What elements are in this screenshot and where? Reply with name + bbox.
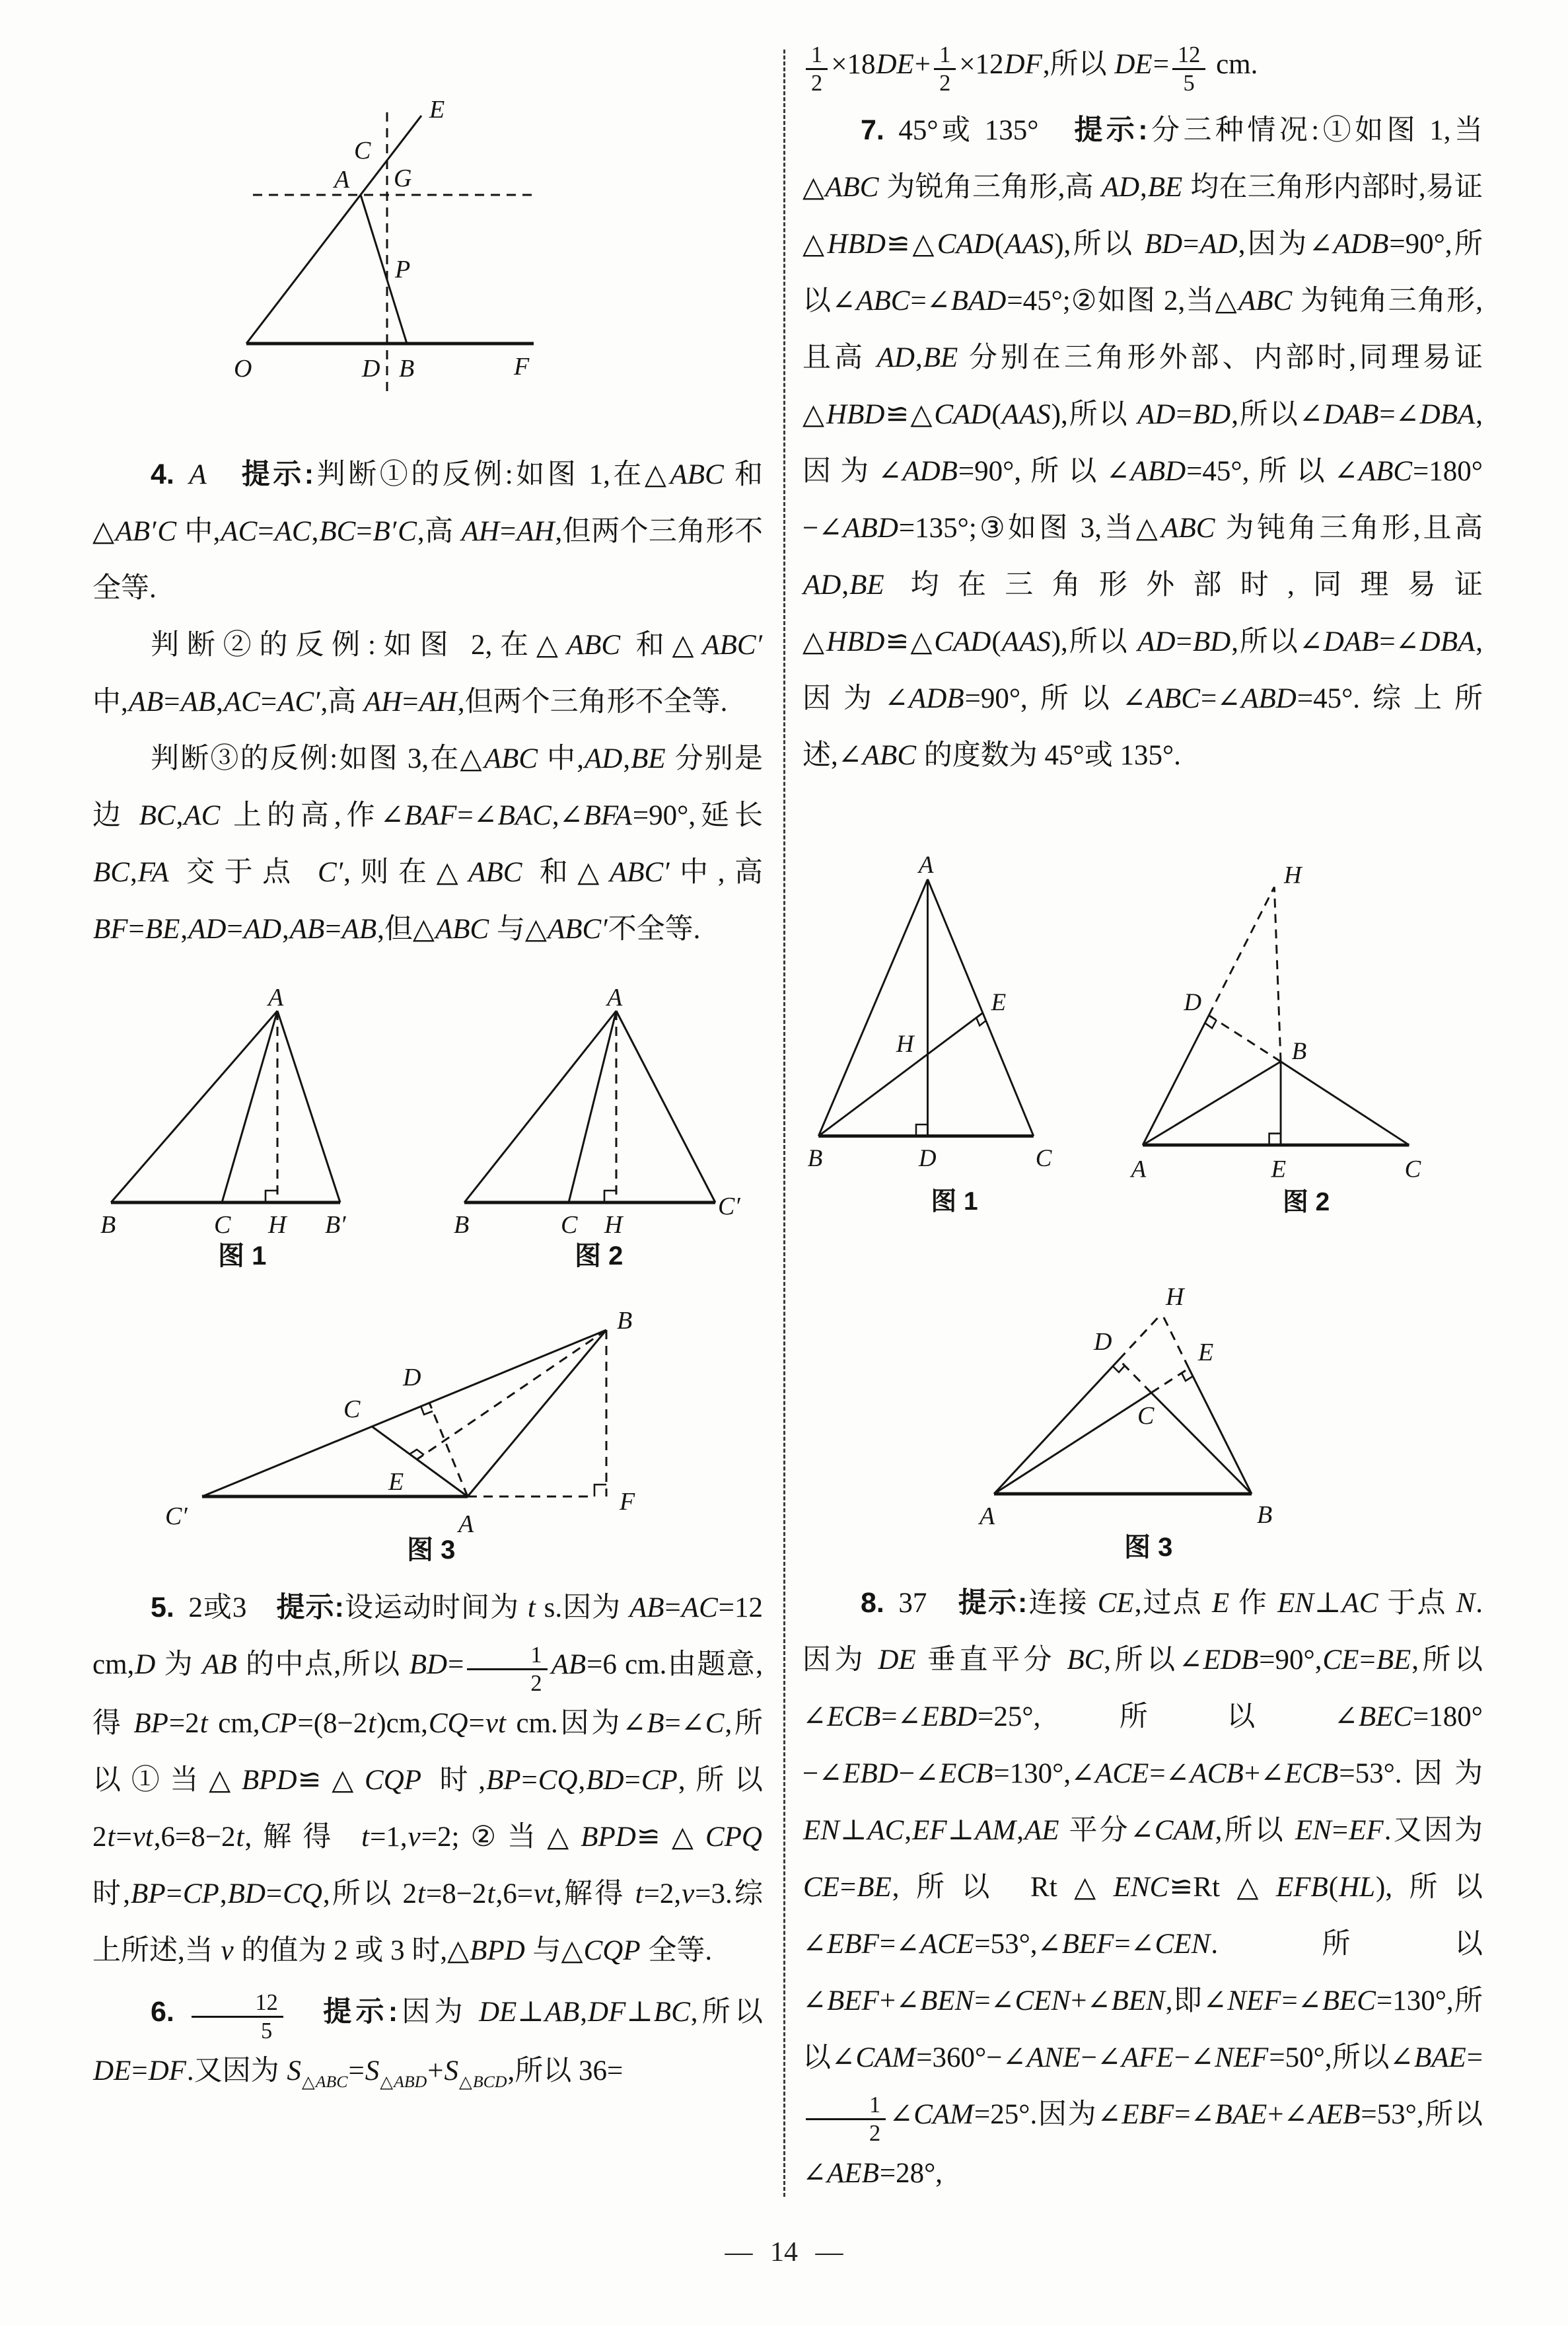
vertex-label-B-prime: B′ xyxy=(325,1211,346,1239)
figure-left-3-wrap xyxy=(157,1278,699,1563)
vertex-label-A: A xyxy=(980,1502,995,1530)
vertex-label-A: A xyxy=(334,166,349,194)
problem-7-answer: 7. 45°或 135° 提示:分三种情况:①如图 1,当△ABC 为锐角三角形,高 AD,BE 均在三角形内部时,易证△HBD≌△CAD(AAS),所以 BD=AD,因为∠ADB=90°,所以∠ABC=∠BAD=45°;②如图 2,当△ABC 为钝角三角形,且高 AD,BE 分别在三角形外部、内部时,同理易证△HBD≌△CAD(AAS),所以 AD=BD,所以∠DAB=∠DBA,因为∠ADB=90°,所以∠ABD=45°,所以∠ABC=180°−∠ABD=135°;③如图 3,当△ABC 为钝角三角形,且高 AD,BE 均在三角形外部时,同理易证△HBD≌△CAD(AAS),所以 AD=BD,所以∠DAB=∠DBA,因为∠ADB=90°,所以∠ABC=∠ABD=45°.综上所述,∠ABC 的度数为 45°或 135°. xyxy=(802,114,1483,771)
figure-caption: 图 2 xyxy=(575,1241,624,1269)
vertex-label-B: B xyxy=(807,1144,823,1172)
vertex-label-E: E xyxy=(388,1468,404,1496)
figure-caption: 图 3 xyxy=(1124,1532,1173,1560)
vertex-label-H: H xyxy=(604,1211,623,1239)
figure-right-1 xyxy=(802,845,1123,1222)
vertex-label-C: C xyxy=(561,1211,578,1239)
vertex-label-G: G xyxy=(393,165,411,192)
vertex-label-A: A xyxy=(458,1510,474,1538)
figure-left-2 xyxy=(446,984,763,1269)
vertex-label-E: E xyxy=(991,988,1007,1015)
page-number: — 14 — xyxy=(725,2237,843,2268)
figure-left-3 xyxy=(157,1278,699,1563)
figure-right-3-wrap xyxy=(958,1230,1328,1560)
figure-caption: 图 1 xyxy=(931,1187,978,1216)
vertex-label-C: C xyxy=(1137,1401,1155,1430)
vertex-label-B: B xyxy=(1257,1500,1273,1529)
vertex-label-A: A xyxy=(1131,1155,1147,1183)
vertex-label-D: D xyxy=(402,1364,421,1391)
vertex-label-A: A xyxy=(607,984,623,1012)
vertex-label-D: D xyxy=(918,1144,937,1172)
vertex-label-C: C xyxy=(214,1211,231,1239)
right-column xyxy=(802,0,1483,2202)
vertex-label-C: C xyxy=(343,1395,360,1423)
vertex-label-E: E xyxy=(1198,1338,1214,1366)
figure-row-right xyxy=(802,799,1483,1222)
page-footer xyxy=(0,2236,1568,2268)
figure-row-left xyxy=(92,984,763,1269)
figure-top-left xyxy=(197,46,659,416)
problem-5-answer: 5. 2或3 提示:设运动时间为 t s.因为 AB=AC=12 cm,D 为 AB 的中点,所以 BD= $\frac{1}{2}$ AB=6 cm.由题意,得 BP=2t cm,CP=(8−2t)cm,CQ=vt cm.因为∠B=∠C,所以①当△BPD≌△CQP 时,BP=CQ,BD=CP,所以 2t=vt,6=8−2t,解得 t=1,v=2;②当△BPD≌△CPQ 时,BP=CP,BD=CQ,所以 2t=8−2t,6=vt,解得 t=2,v=3.综上所述,当 v 的值为 2 或 3 时,△BPD 与△CQP 全等. xyxy=(92,1592,764,1966)
vertex-label-H: H xyxy=(268,1211,287,1239)
vertex-label-B: B xyxy=(1291,1037,1306,1064)
problem-8-answer: 8. 37 提示:连接 CE,过点 E 作 EN⊥AC 于点 N.因为 DE 垂直平分 BC,所以∠EDB=90°,CE=BE,所以∠ECB=∠EBD=25°,所以∠BEC=180°−∠EBD−∠ECB=130°,∠ACE=∠ACB+∠ECB=53°.因为 EN⊥AC,EF⊥AM,AE 平分∠CAM,所以 EN=EF.又因为 CE=BE,所以 Rt△ENC≌Rt△EFB(HL),所以∠EBF=∠ACE=53°,∠BEF=∠CEN.所以∠BEF+∠BEN=∠CEN+∠BEN,即∠NEF=∠BEC=130°,所以∠CAM=360°−∠ANE−∠AFE−∠NEF=50°,所以∠BAE= $\frac{1}{2}$ ∠CAM=25°.因为∠EBF=∠BAE+∠AEB=53°,所以∠AEB=28°, xyxy=(802,1586,1483,2189)
problem-6-continued: $\frac{1}{2}$ ×18DE+ $\frac{1}{2}$ ×12DF,所以 DE= $\frac{12}{5}$ cm. xyxy=(802,36,1483,95)
problem-6-answer: 6. $\frac{12}{5}$ 提示:因为 DE⊥AB,DF⊥BC,所以 DE=DF.又因为 $S_{\triangle ABC}=S_{\triangle ABD}+S_{\triangle BCD}$,所以 36= xyxy=(93,1989,764,2092)
vertex-label-O: O xyxy=(233,355,252,383)
figure-right-2 xyxy=(1123,799,1483,1222)
vertex-label-F: F xyxy=(619,1488,635,1516)
problem-4-counterexample-3: 判断③的反例:如图 3,在△ABC 中,AD,BE 分别是边 BC,AC 上的高,作∠BAF=∠BAC,∠BFA=90°,延长 BC,FA 交于点 C′,则在△ABC 和△ABC′中,高 BF=BE,AD=AD,AB=AB,但△ABC 与△ABC′不全等. xyxy=(92,743,764,945)
vertex-label-H: H xyxy=(1166,1282,1184,1311)
figure-caption: 图 3 xyxy=(406,1535,455,1563)
figure-OABF-diagram xyxy=(197,46,659,416)
vertex-label-A: A xyxy=(918,851,934,878)
problem-4-answer: 4. A 提示:判断①的反例:如图 1,在△ABC 和△AB′C 中,AC=AC,BC=B′C,高 AH=AH,但两个三角形不全等. xyxy=(92,459,764,604)
vertex-label-C: C xyxy=(1035,1144,1052,1172)
problem-4-counterexample-2: 判断②的反例:如图 2,在△ABC 和△ABC′ 中,AB=AB,AC=AC′,高 AH=AH,但两个三角形不全等. xyxy=(92,630,763,718)
vertex-label-B: B xyxy=(454,1211,470,1239)
column-divider xyxy=(783,50,785,2197)
vertex-label-D: D xyxy=(1094,1327,1112,1356)
vertex-label-F: F xyxy=(513,353,529,381)
figure-caption: 图 1 xyxy=(218,1241,267,1269)
vertex-label-C-prime: C′ xyxy=(164,1502,188,1530)
vertex-label-H: H xyxy=(896,1030,914,1058)
vertex-label-E: E xyxy=(429,96,445,124)
vertex-label-C-prime: C′ xyxy=(718,1193,740,1220)
vertex-label-A: A xyxy=(268,984,284,1012)
vertex-label-D: D xyxy=(361,355,380,383)
vertex-label-D: D xyxy=(1184,988,1201,1015)
vertex-label-E: E xyxy=(1271,1155,1286,1183)
figure-left-1 xyxy=(92,984,410,1269)
vertex-label-B: B xyxy=(398,355,414,383)
vertex-label-C: C xyxy=(1404,1155,1421,1183)
vertex-label-B: B xyxy=(100,1211,116,1239)
vertex-label-C: C xyxy=(353,137,371,165)
left-column xyxy=(92,0,763,2110)
figure-right-3 xyxy=(958,1230,1328,1560)
vertex-label-H: H xyxy=(1283,861,1302,889)
vertex-label-P: P xyxy=(394,256,410,283)
vertex-label-B: B xyxy=(616,1307,632,1335)
figure-caption: 图 2 xyxy=(1282,1188,1330,1217)
